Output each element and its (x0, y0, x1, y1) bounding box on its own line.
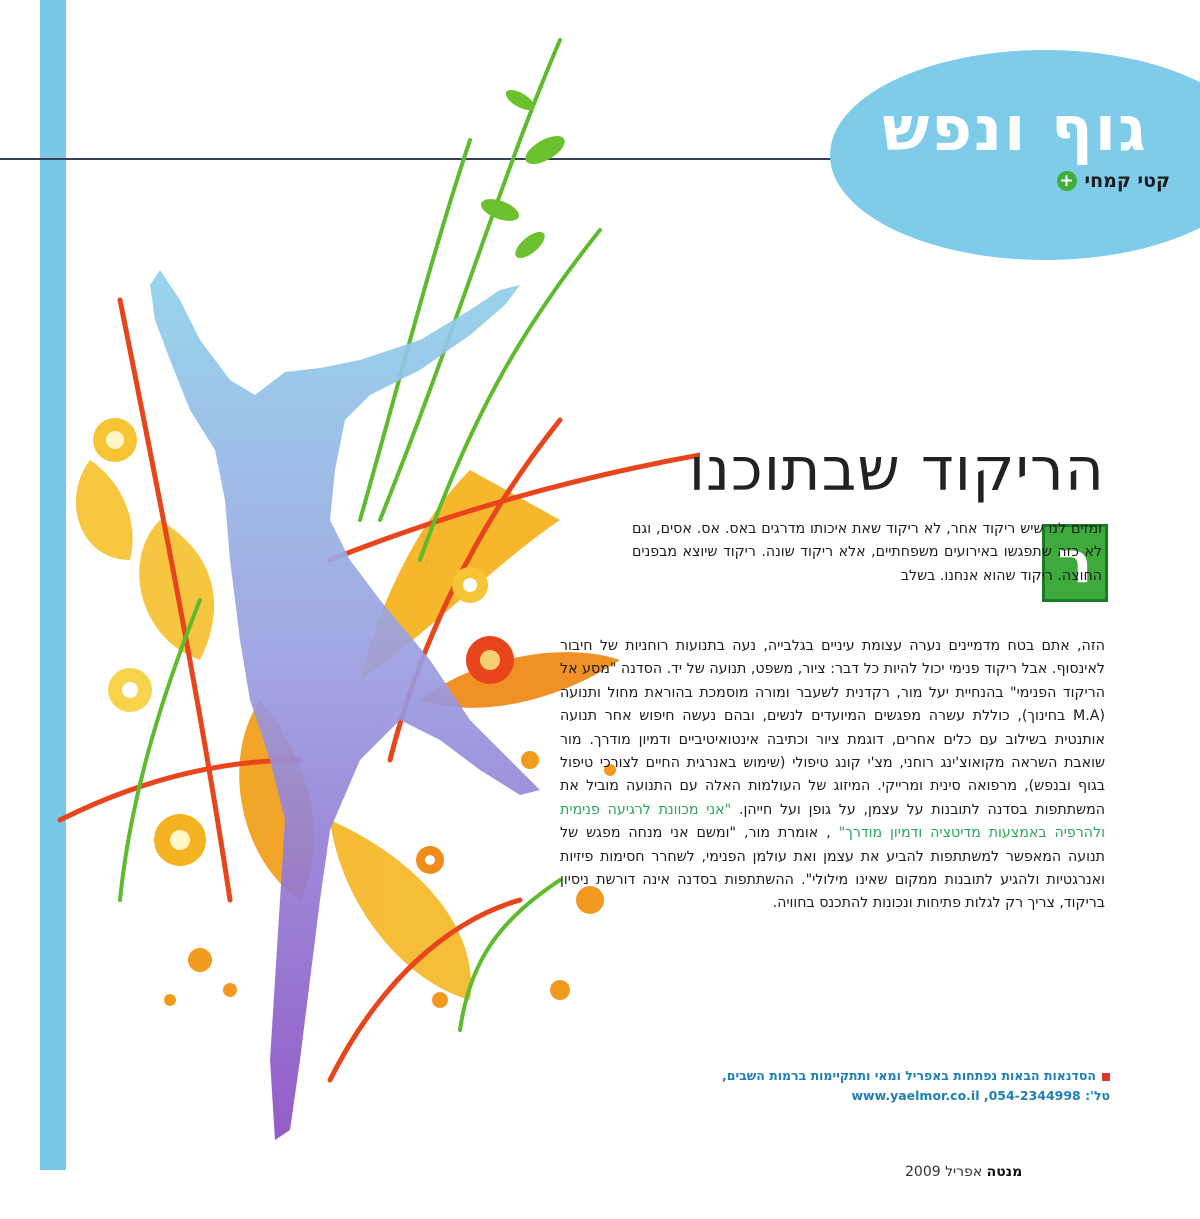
article-headline: הריקוד שבתוכנו (688, 435, 1105, 505)
author-byline (1057, 170, 1171, 192)
article-text-continued: , אומרת מור, "ומשם אני מנחה מפגש של תנועה המאפשר למשתתפות להביע את עצמן ואת עולמן הפנימי, לשחרר חסימות פיזיות ואנרגטיות ולהגיע לתובנות ממקום שאינו מילולי". ההשתתפות בסדנה אינה דורשת ניסיון בריקוד, צריך רק לגלות פתיחות ונכונות להתכנס בחוויה. (560, 825, 1105, 912)
drop-cap: ר (1042, 524, 1108, 602)
issue-date: אפריל 2009 (905, 1164, 983, 1180)
pull-quote: "אני מכוונת לרגיעה פנימית ולהרפיה באמצעות מדיטציה ודמיון מודרך" (560, 801, 1105, 842)
article-paragraph-main (560, 635, 1105, 916)
workshop-note (550, 1066, 1110, 1106)
page-folio (905, 1164, 1022, 1180)
article-paragraph-intro: ומזים לנו שיש ריקוד אחר, לא ריקוד שאת איכותו מדרגים באס. אס. אסים, וגם לא כזה שתפגשו באירועים משפחתיים, אלא ריקוד שונה. ריקוד שיוצא מבפנים החוצה. ריקוד שהוא אנחנו. בשלב (632, 521, 1102, 584)
contact-info[interactable]: טל': 054-2344998, www.yaelmor.co.il (851, 1088, 1110, 1103)
workshop-dates: הסדנאות הבאות נפתחות באפריל ומאי ותתקיימות ברמות השבים, (722, 1068, 1096, 1083)
magazine-name: מנטה (986, 1164, 1023, 1180)
article-text: הזה, אתם בטח מדמיינים נערה עצומת עיניים בגלבייה, נעה בתנועות רוחניות של חיבור לאינסוף. אבל ריקוד פנימי יכול להיות כל דבר: ציור, משפט, תנועה של יד. הסדנה "מסע אל הריקוד הפנימי" בהנחיית יעל מור, רקדנית לשעבר ומורה מוסמכת בהוראת מחול ותנועה (M.A בחינוך), כוללת עשרה מפגשים המיועדים לנשים, ובהם נעשה חיפוש אחר תנועה אותנטית בשילוב עם כלים אחרים, דוגמת ציור וכתיבה אינטואיטיביים ודמיון מודרך. מור שואבת השראה מקואוצ'ינג רוחני, מצ'י קונג טיפולי (שימוש באנרגית החיים לצורכי טיפול בגוף ובנפש), מרפואה סינית ומרייקי. המיזוג של העולמות האלה עם התנועה מוביל את המשתתפות בסדנה לתובנות על עצמן, על גופן ועל חייהן. (560, 638, 1105, 818)
section-title: גוף ונפש (882, 92, 1148, 165)
leaves (478, 86, 569, 263)
author-name: קטי קמחי (1084, 170, 1170, 192)
bullet-square-icon (1102, 1073, 1110, 1081)
plus-icon: + (1057, 171, 1077, 191)
